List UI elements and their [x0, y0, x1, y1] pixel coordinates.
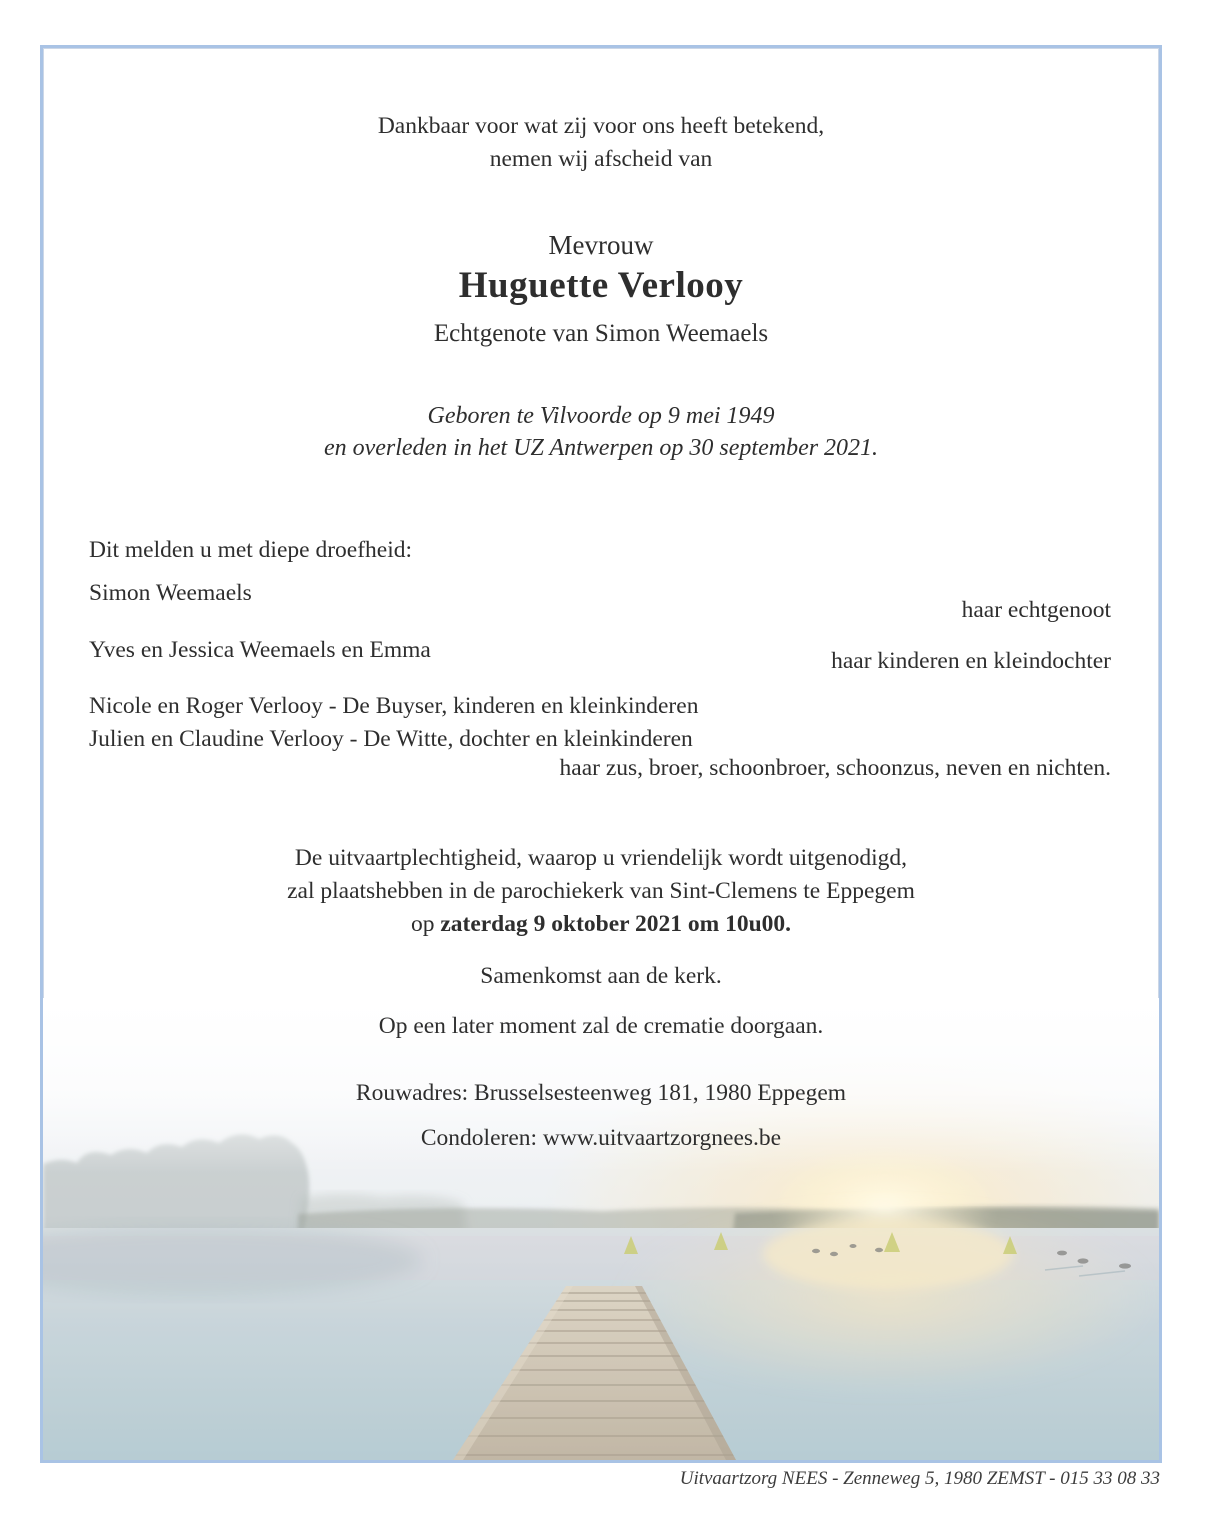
spouse-line: Echtgenote van Simon Weemaels	[433, 320, 769, 347]
ceremony-line-2: zal plaatshebben in de parochiekerk van Sint-Clemens te Eppegem	[287, 878, 915, 904]
ceremony-date: zaterdag 9 oktober 2021 om 10u00.	[440, 911, 792, 937]
death-line: en overleden in het UZ Antwerpen op 30 september 2021.	[323, 435, 879, 461]
honorific: Mevrouw	[548, 230, 654, 260]
mourning-address: Rouwadres: Brusselsesteenweg 181, 1980 Eppegem	[355, 1080, 847, 1106]
relative-right-2: haar kinderen en kleindochter	[831, 648, 1111, 674]
announcement: Dit melden u met diepe droefheid:	[89, 537, 413, 563]
relative-right-4: haar zus, broer, schoonbroer, schoonzus, neven en nichten.	[559, 755, 1111, 781]
relative-left-2: Yves en Jessica Weemaels en Emma	[89, 637, 431, 663]
gathering-line: Samenkomst aan de kerk.	[480, 963, 722, 989]
condolence-line: Condoleren: www.uitvaartzorgnees.be	[420, 1125, 782, 1151]
ceremony-block	[43, 842, 1159, 941]
funeral-home-credit: Uitvaartzorg NEES - Zenneweg 5, 1980 ZEMST - 015 33 08 33	[679, 1468, 1160, 1489]
life-dates	[43, 400, 1159, 464]
intro-line-2: nemen wij afscheid van	[489, 146, 713, 172]
date-prefix: op	[410, 911, 441, 937]
relative-right-1: haar echtgenoot	[961, 597, 1111, 623]
memorial-card	[40, 45, 1162, 1463]
relative-left-4: Julien en Claudine Verlooy - De Witte, dochter en kleinkinderen	[89, 726, 693, 752]
ceremony-date-line	[43, 908, 1159, 941]
relative-left-3: Nicole en Roger Verlooy - De Buyser, kinderen en kleinkinderen	[89, 693, 699, 719]
birth-line: Geboren te Vilvoorde op 9 mei 1949	[427, 403, 775, 429]
ceremony-line-1: De uitvaartplechtigheid, waarop u vriendelijk wordt uitgenodigd,	[294, 845, 908, 871]
deceased-name: Huguette Verlooy	[458, 265, 744, 306]
card-text	[43, 48, 1159, 1460]
relative-left-1: Simon Weemaels	[89, 580, 252, 606]
intro-lines	[43, 110, 1159, 176]
cremation-line: Op een later moment zal de crematie doorgaan.	[378, 1013, 824, 1039]
intro-line-1: Dankbaar voor wat zij voor ons heeft betekend,	[377, 113, 825, 139]
